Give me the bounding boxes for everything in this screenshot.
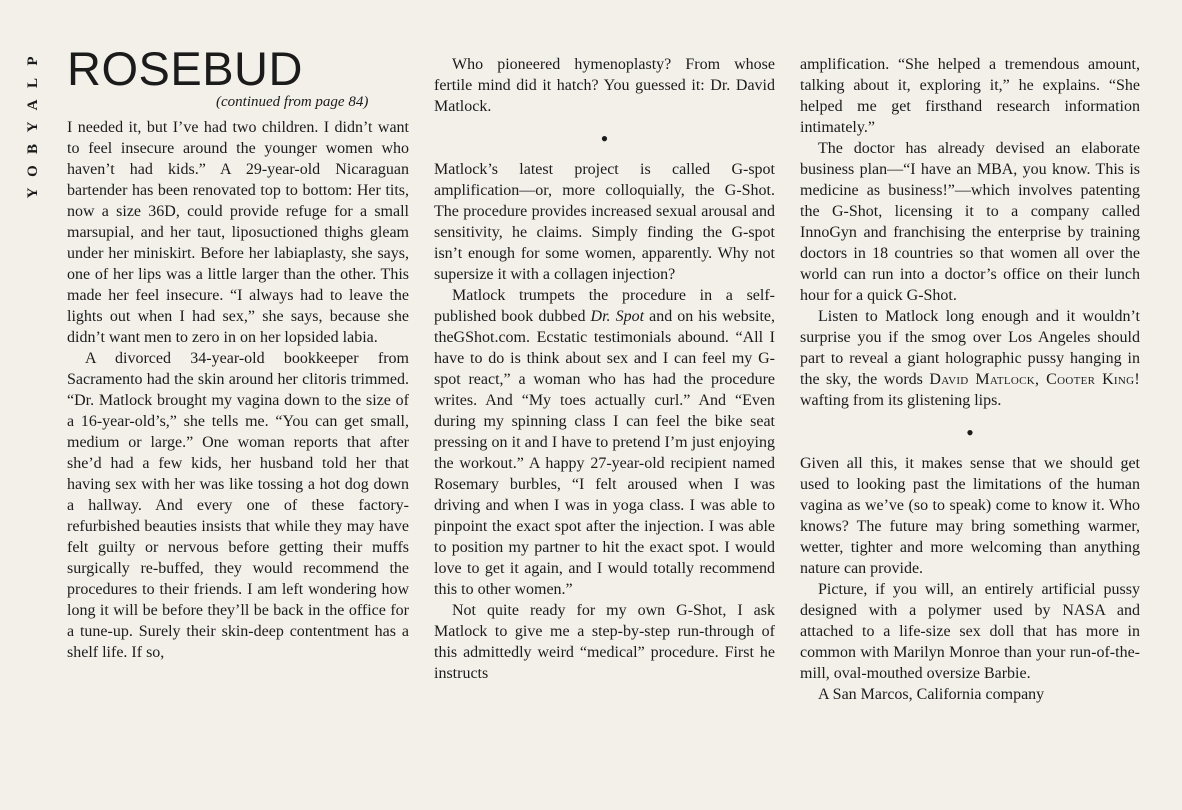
paragraph: Not quite ready for my own G-Shot, I ask Matlock to give me a step-by-step run-through of this admittedly weird “medical” procedure. First he instructs	[434, 602, 775, 682]
brand-letter-b: B	[25, 144, 41, 155]
brand-letter-y2: Y	[25, 187, 41, 199]
brand-letter-o: O	[25, 165, 41, 177]
paragraph-text: wafting from its glistening lips.	[800, 392, 1002, 409]
paragraph: The doctor has already devised an elaborate business plan—“I have an MBA, you know. This is medicine as business!”—which involves patenting the G-Shot, licensing it to a company called InnoGyn and franchising the enterprise by training doctors in 18 countries so that women all over the world can run into a doctor’s office on their lunch hour for a quick G-Shot.	[800, 140, 1140, 304]
article-column-2	[434, 54, 775, 684]
paragraph	[434, 285, 775, 600]
article-column-1	[67, 117, 409, 663]
section-break-bullet: •	[966, 420, 974, 445]
paragraph: Who pioneered hymenoplasty? From whose fertile mind did it hatch? You guessed it: Dr. David Matlock.	[434, 56, 775, 115]
brand-letter-y: Y	[25, 121, 41, 133]
paragraph: A San Marcos, California company	[818, 686, 1045, 703]
article-title: ROSEBUD	[67, 42, 303, 95]
paragraph	[434, 159, 775, 285]
continued-from-note: (continued from page 84)	[216, 94, 369, 110]
playboy-vertical-wordmark	[23, 50, 43, 204]
paragraph-text: Listen to Matlock long enough and it wouldn’t surprise you if the smog over Los Angeles should part to reveal a giant holographic pussy hanging in the sky, the words	[800, 308, 1140, 388]
brand-letter-a: A	[25, 99, 41, 111]
paragraph: amplification. “She helped a tremendous amount, talking about it, exploring it,” he explains. “She helped me get firsthand research information intimately.”	[800, 56, 1140, 136]
section-break-bullet: •	[600, 126, 609, 151]
paragraph	[800, 306, 1140, 411]
small-caps-phrase: David Matlock, Cooter King!	[929, 371, 1140, 388]
paragraph-text: and on his website, theGShot.com. Ecstatic testimonials abound. “All I have to do is think about sex and I can feel my G-spot react,” a woman who has had the procedure writes. And “My toes actually curl.” And “Even during my spinning class I can feel the bike seat pressing on it and I have to pretend I’m just enjoying the workout.” A happy 27-year-old recipient named Rosemary burbles, “I felt aroused when I was driving and when I was in yoga class. I was able to pinpoint the exact spot after the injection. I was able to position my partner to hit the exact spot. I would love to get it again, and I would totally recommend this to other women.”	[434, 308, 775, 598]
paragraph: I needed it, but I’ve had two children. I didn’t want to feel insecure around the younger women who haven’t had kids.” A 29-year-old Nicaraguan bartender has been renovated top to bottom: Her tits, now a size 36D, could provide refuge for a small marsupial, and her taut, liposuctioned thighs gleam under her miniskirt. Before her labiaplasty, she says, one of her lips was a little larger than the other. This made her feel insecure. “I always had to leave the lights out when I had sex,” she says, because she didn’t want men to zero in on her lopsided labia.	[67, 119, 409, 346]
book-title: Dr. Spot	[590, 308, 645, 325]
paragraph: Picture, if you will, an entirely artificial pussy designed with a polymer used by NASA and attached to a life-size sex doll that has more in common with Marilyn Monroe than your run-of-the-mill, oval-mouthed oversize Barbie.	[800, 581, 1140, 682]
brand-letter-l: L	[25, 78, 41, 89]
paragraph: A divorced 34-year-old bookkeeper from Sacramento had the skin around her clitoris trimmed. “Dr. Matlock brought my vagina down to the size of a 16-year-old’s,” she tells me. “You can get small, medium or large.” One woman reports that after she’d had a few kids, her husband told her that having sex with her was like tossing a hot dog down a hallway. And every one of these factory-refurbished beauties insists that while they may have felt guilty or nervous before getting their muffs surgically re-buffed, they would recommend the procedures to their friends. I am left wondering how long it will be before they’ll be back in the office for a tune-up. Surely their skin-deep contentment has a shelf life. If so,	[67, 350, 409, 661]
paragraph-text: Matlock’s latest project is called G-spot amplification—or, more colloquially, the G-Shot. The procedure provides increased sexual arousal and sensitivity, he claims. Simply finding the G-spot isn’t enough for some women, apparently. Why not supersize it with a collagen injection?	[434, 161, 775, 283]
paragraph-text: Matlock trumpets the procedure in a self-published book dubbed	[434, 287, 775, 325]
brand-letter-p: P	[25, 56, 41, 66]
paragraph: Given all this, it makes sense that we should get used to looking past the limitations of the human vagina as we’ve (so to speak) come to know it. Who knows? The future may bring something warmer, wetter, tighter and more welcoming than anything nature can provide.	[800, 455, 1140, 577]
article-column-3	[800, 54, 1140, 705]
